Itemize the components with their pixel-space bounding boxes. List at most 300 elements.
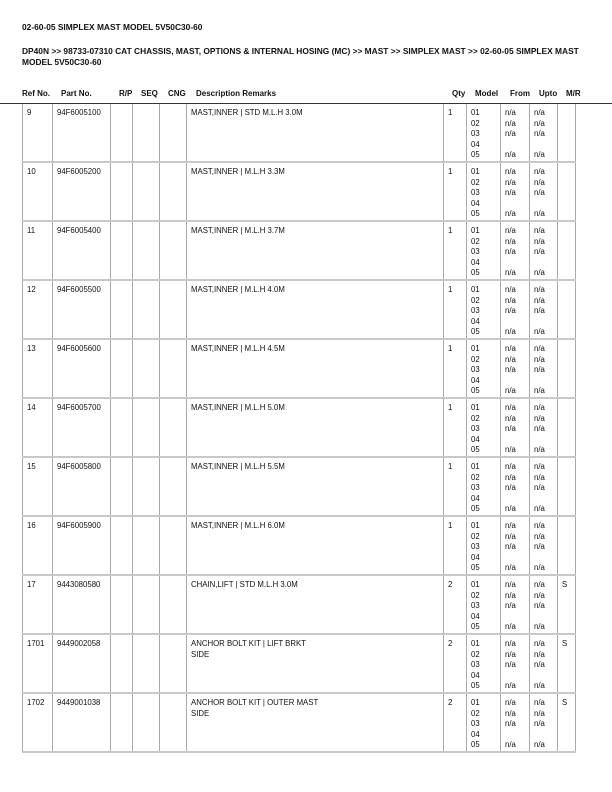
desc-line: MAST,INNER | M.L.H 3.7M — [191, 226, 285, 235]
from-value: n/a — [505, 129, 516, 138]
upto-value: n/a — [534, 580, 545, 589]
cng-cell — [160, 575, 187, 634]
upto-cell — [530, 104, 558, 162]
cng-cell — [160, 693, 187, 752]
from-value: n/a — [505, 580, 516, 589]
rp-cell — [111, 339, 133, 398]
model-value: 04 — [471, 434, 480, 444]
rp-cell — [111, 457, 133, 516]
table-row — [23, 221, 576, 280]
upto-value: n/a — [534, 150, 545, 159]
model-value: 03 — [471, 483, 480, 492]
cng-cell — [160, 104, 187, 162]
col-qty: Qty — [452, 89, 466, 98]
from-value: n/a — [505, 521, 516, 530]
model-value: 05 — [471, 150, 480, 159]
qty-cell: 1 — [444, 221, 467, 280]
model-value: 05 — [471, 209, 480, 218]
upto-value: n/a — [534, 563, 545, 572]
from-cell — [501, 104, 530, 162]
table-row — [23, 693, 576, 752]
upto-value: n/a — [534, 601, 545, 610]
qty-cell: 2 — [444, 634, 467, 693]
model-value: 04 — [471, 139, 480, 149]
ref-cell: 1701 — [23, 634, 53, 693]
rp-cell — [111, 693, 133, 752]
rp-cell — [111, 221, 133, 280]
qty-cell: 2 — [444, 693, 467, 752]
upto-value: n/a — [534, 118, 545, 128]
rp-cell — [111, 398, 133, 457]
from-value: n/a — [505, 247, 516, 256]
from-value: n/a — [505, 649, 516, 659]
from-value: n/a — [505, 622, 516, 631]
upto-value: n/a — [534, 386, 545, 395]
col-ref: Ref No. — [22, 89, 50, 98]
upto-value: n/a — [534, 719, 545, 728]
upto-value — [534, 258, 553, 269]
model-value: 04 — [471, 611, 480, 621]
from-value — [505, 258, 525, 269]
qty-cell: 1 — [444, 104, 467, 162]
desc-line: MAST,INNER | M.L.H 4.0M — [191, 285, 285, 294]
model-value: 02 — [471, 590, 480, 600]
upto-cell — [530, 693, 558, 752]
model-value: 02 — [471, 354, 480, 364]
table-row — [23, 398, 576, 457]
part-cell: 94F6005100 — [53, 104, 111, 162]
from-value: n/a — [505, 660, 516, 669]
part-cell: 94F6005500 — [53, 280, 111, 339]
upto-value: n/a — [534, 354, 545, 364]
ref-cell: 12 — [23, 280, 53, 339]
upto-value — [534, 376, 553, 387]
model-value: 03 — [471, 542, 480, 551]
from-value: n/a — [505, 531, 516, 541]
desc-cell — [187, 457, 444, 516]
upto-value — [534, 140, 553, 151]
from-value: n/a — [505, 354, 516, 364]
seq-cell — [133, 634, 160, 693]
model-value: 02 — [471, 118, 480, 128]
from-value: n/a — [505, 365, 516, 374]
desc-line: ANCHOR BOLT KIT | OUTER MAST — [191, 698, 319, 707]
upto-value: n/a — [534, 247, 545, 256]
model-value: 01 — [471, 403, 480, 412]
col-cng: CNG — [168, 89, 186, 98]
table-row — [23, 575, 576, 634]
upto-value: n/a — [534, 306, 545, 315]
from-value: n/a — [505, 445, 516, 454]
model-value: 03 — [471, 601, 480, 610]
col-upto: Upto — [539, 89, 558, 98]
upto-value: n/a — [534, 108, 545, 117]
model-value: 01 — [471, 639, 480, 648]
desc-cell — [187, 516, 444, 575]
model-value: 01 — [471, 462, 480, 471]
model-value: 04 — [471, 670, 480, 680]
desc-line: SIDE — [191, 708, 210, 718]
breadcrumb: DP40N >> 98733-07310 CAT CHASSIS, MAST, OPTIONS & INTERNAL HOSING (MC) >> MAST >> SIMPLEX MAST >> 02-60-05 SIMPLEX MAST MODEL 5V50C30-60 — [22, 46, 579, 67]
upto-value: n/a — [534, 622, 545, 631]
col-model: Model — [475, 89, 499, 98]
page-title: 02-60-05 SIMPLEX MAST MODEL 5V50C30-60 — [22, 22, 203, 32]
upto-cell — [530, 398, 558, 457]
mr-cell — [558, 339, 576, 398]
rp-cell — [111, 516, 133, 575]
upto-value: n/a — [534, 483, 545, 492]
model-value: 05 — [471, 504, 480, 513]
model-value: 02 — [471, 708, 480, 718]
upto-value — [534, 671, 553, 682]
ref-cell: 14 — [23, 398, 53, 457]
part-cell: 94F6005200 — [53, 162, 111, 221]
from-value: n/a — [505, 740, 516, 749]
cng-cell — [160, 221, 187, 280]
model-value: 02 — [471, 472, 480, 482]
upto-value: n/a — [534, 403, 545, 412]
upto-value — [534, 612, 553, 623]
upto-value: n/a — [534, 209, 545, 218]
from-value: n/a — [505, 209, 516, 218]
model-value: 05 — [471, 445, 480, 454]
cng-cell — [160, 516, 187, 575]
desc-cell — [187, 693, 444, 752]
from-value — [505, 435, 525, 446]
rp-cell — [111, 634, 133, 693]
from-value: n/a — [505, 504, 516, 513]
model-cell — [467, 221, 501, 280]
cng-cell — [160, 398, 187, 457]
model-cell — [467, 634, 501, 693]
rp-cell — [111, 162, 133, 221]
upto-value: n/a — [534, 504, 545, 513]
model-value: 05 — [471, 563, 480, 572]
rp-cell — [111, 575, 133, 634]
seq-cell — [133, 516, 160, 575]
from-value — [505, 317, 525, 328]
upto-value — [534, 553, 553, 564]
from-value: n/a — [505, 424, 516, 433]
upto-value: n/a — [534, 413, 545, 423]
col-seq: SEQ — [141, 89, 158, 98]
from-cell — [501, 693, 530, 752]
table-row — [23, 104, 576, 162]
desc-line: ANCHOR BOLT KIT | LIFT BRKT — [191, 639, 306, 648]
upto-value: n/a — [534, 531, 545, 541]
ref-cell: 17 — [23, 575, 53, 634]
desc-cell — [187, 634, 444, 693]
model-value: 04 — [471, 493, 480, 503]
model-value: 02 — [471, 649, 480, 659]
mr-cell — [558, 162, 576, 221]
from-value — [505, 730, 525, 741]
model-value: 04 — [471, 729, 480, 739]
model-value: 04 — [471, 198, 480, 208]
upto-value: n/a — [534, 295, 545, 305]
upto-cell — [530, 457, 558, 516]
qty-cell: 1 — [444, 457, 467, 516]
upto-value: n/a — [534, 285, 545, 294]
model-value: 05 — [471, 622, 480, 631]
rp-cell — [111, 280, 133, 339]
part-cell: 94F6005400 — [53, 221, 111, 280]
mr-cell — [558, 104, 576, 162]
rp-cell — [111, 104, 133, 162]
mr-cell — [558, 280, 576, 339]
seq-cell — [133, 693, 160, 752]
desc-cell — [187, 221, 444, 280]
from-value — [505, 612, 525, 623]
upto-value: n/a — [534, 445, 545, 454]
desc-cell — [187, 398, 444, 457]
from-value: n/a — [505, 285, 516, 294]
cng-cell — [160, 634, 187, 693]
seq-cell — [133, 221, 160, 280]
from-value: n/a — [505, 719, 516, 728]
upto-value: n/a — [534, 226, 545, 235]
mr-cell — [558, 457, 576, 516]
from-value: n/a — [505, 108, 516, 117]
from-value: n/a — [505, 344, 516, 353]
upto-cell — [530, 634, 558, 693]
ref-cell: 9 — [23, 104, 53, 162]
part-cell: 9443080580 — [53, 575, 111, 634]
from-cell — [501, 398, 530, 457]
model-value: 01 — [471, 698, 480, 707]
model-value: 04 — [471, 316, 480, 326]
model-value: 01 — [471, 108, 480, 117]
desc-line: CHAIN,LIFT | STD M.L.H 3.0M — [191, 580, 298, 589]
part-cell: 94F6005600 — [53, 339, 111, 398]
model-value: 01 — [471, 285, 480, 294]
upto-value: n/a — [534, 590, 545, 600]
from-value: n/a — [505, 167, 516, 176]
from-value: n/a — [505, 413, 516, 423]
upto-value: n/a — [534, 344, 545, 353]
from-value: n/a — [505, 708, 516, 718]
upto-cell — [530, 516, 558, 575]
seq-cell — [133, 280, 160, 339]
from-value: n/a — [505, 236, 516, 246]
part-cell: 94F6005700 — [53, 398, 111, 457]
upto-value: n/a — [534, 236, 545, 246]
ref-cell: 16 — [23, 516, 53, 575]
mr-cell: S — [558, 575, 576, 634]
upto-cell — [530, 280, 558, 339]
model-value: 01 — [471, 344, 480, 353]
from-cell — [501, 280, 530, 339]
model-value: 04 — [471, 257, 480, 267]
upto-cell — [530, 162, 558, 221]
desc-cell — [187, 104, 444, 162]
upto-value: n/a — [534, 462, 545, 471]
model-value: 01 — [471, 226, 480, 235]
from-cell — [501, 457, 530, 516]
seq-cell — [133, 398, 160, 457]
model-cell — [467, 516, 501, 575]
ref-cell: 15 — [23, 457, 53, 516]
cng-cell — [160, 457, 187, 516]
table-row — [23, 280, 576, 339]
model-value: 03 — [471, 424, 480, 433]
upto-value: n/a — [534, 424, 545, 433]
col-rp: R/P — [119, 89, 133, 98]
from-value: n/a — [505, 542, 516, 551]
seq-cell — [133, 457, 160, 516]
model-cell — [467, 457, 501, 516]
upto-value: n/a — [534, 660, 545, 669]
col-desc: Description Remarks — [196, 89, 277, 98]
from-value: n/a — [505, 472, 516, 482]
desc-line: MAST,INNER | M.L.H 4.5M — [191, 344, 285, 353]
model-value: 05 — [471, 681, 480, 690]
from-value: n/a — [505, 188, 516, 197]
model-value: 02 — [471, 531, 480, 541]
model-value: 02 — [471, 295, 480, 305]
upto-value — [534, 317, 553, 328]
desc-line: MAST,INNER | M.L.H 3.3M — [191, 167, 285, 176]
from-value: n/a — [505, 150, 516, 159]
upto-value: n/a — [534, 681, 545, 690]
model-value: 03 — [471, 129, 480, 138]
qty-cell: 1 — [444, 280, 467, 339]
qty-cell: 1 — [444, 516, 467, 575]
col-mr: M/R — [566, 89, 581, 98]
model-value: 05 — [471, 268, 480, 277]
table-header — [0, 88, 612, 104]
model-value: 05 — [471, 327, 480, 336]
desc-line: MAST,INNER | M.L.H 5.5M — [191, 462, 285, 471]
model-value: 03 — [471, 188, 480, 197]
model-value: 03 — [471, 719, 480, 728]
model-cell — [467, 104, 501, 162]
desc-line: MAST,INNER | STD M.L.H 3.0M — [191, 108, 303, 117]
from-value: n/a — [505, 403, 516, 412]
seq-cell — [133, 162, 160, 221]
model-cell — [467, 575, 501, 634]
parts-table — [22, 104, 576, 753]
mr-cell — [558, 516, 576, 575]
upto-value — [534, 199, 553, 210]
qty-cell: 2 — [444, 575, 467, 634]
col-from: From — [510, 89, 530, 98]
part-cell: 94F6005900 — [53, 516, 111, 575]
model-value: 02 — [471, 413, 480, 423]
from-value — [505, 671, 525, 682]
col-part: Part No. — [61, 89, 92, 98]
from-value: n/a — [505, 386, 516, 395]
model-cell — [467, 162, 501, 221]
seq-cell — [133, 339, 160, 398]
upto-value: n/a — [534, 698, 545, 707]
desc-cell — [187, 339, 444, 398]
from-value: n/a — [505, 639, 516, 648]
model-value: 02 — [471, 177, 480, 187]
model-value: 05 — [471, 386, 480, 395]
upto-value: n/a — [534, 472, 545, 482]
model-cell — [467, 339, 501, 398]
table-row — [23, 162, 576, 221]
from-value — [505, 140, 525, 151]
upto-value: n/a — [534, 708, 545, 718]
cng-cell — [160, 339, 187, 398]
from-value: n/a — [505, 698, 516, 707]
upto-value — [534, 494, 553, 505]
model-value: 01 — [471, 167, 480, 176]
qty-cell: 1 — [444, 339, 467, 398]
model-value: 02 — [471, 236, 480, 246]
seq-cell — [133, 575, 160, 634]
upto-value: n/a — [534, 639, 545, 648]
desc-line: SIDE — [191, 649, 210, 659]
from-cell — [501, 516, 530, 575]
cng-cell — [160, 280, 187, 339]
desc-line: MAST,INNER | M.L.H 5.0M — [191, 403, 285, 412]
from-value: n/a — [505, 590, 516, 600]
desc-cell — [187, 280, 444, 339]
model-value: 03 — [471, 660, 480, 669]
model-value: 04 — [471, 552, 480, 562]
from-value — [505, 199, 525, 210]
table-row — [23, 516, 576, 575]
ref-cell: 1702 — [23, 693, 53, 752]
model-cell — [467, 693, 501, 752]
model-value: 03 — [471, 247, 480, 256]
from-value: n/a — [505, 306, 516, 315]
from-cell — [501, 575, 530, 634]
desc-cell — [187, 575, 444, 634]
upto-value: n/a — [534, 268, 545, 277]
from-value: n/a — [505, 601, 516, 610]
from-value — [505, 376, 525, 387]
upto-value — [534, 730, 553, 741]
model-value: 04 — [471, 375, 480, 385]
from-cell — [501, 162, 530, 221]
table-row — [23, 634, 576, 693]
cng-cell — [160, 162, 187, 221]
model-cell — [467, 398, 501, 457]
from-value — [505, 494, 525, 505]
upto-cell — [530, 575, 558, 634]
model-value: 01 — [471, 521, 480, 530]
desc-cell — [187, 162, 444, 221]
qty-cell: 1 — [444, 162, 467, 221]
ref-cell: 10 — [23, 162, 53, 221]
from-value: n/a — [505, 327, 516, 336]
from-value: n/a — [505, 177, 516, 187]
upto-value: n/a — [534, 740, 545, 749]
table-row — [23, 339, 576, 398]
table-row — [23, 457, 576, 516]
model-cell — [467, 280, 501, 339]
upto-value: n/a — [534, 542, 545, 551]
from-value: n/a — [505, 462, 516, 471]
upto-value — [534, 435, 553, 446]
upto-cell — [530, 221, 558, 280]
upto-value: n/a — [534, 167, 545, 176]
mr-cell — [558, 221, 576, 280]
from-cell — [501, 221, 530, 280]
from-value: n/a — [505, 563, 516, 572]
from-value: n/a — [505, 483, 516, 492]
from-value: n/a — [505, 295, 516, 305]
upto-value: n/a — [534, 177, 545, 187]
ref-cell: 13 — [23, 339, 53, 398]
from-value: n/a — [505, 226, 516, 235]
upto-value: n/a — [534, 327, 545, 336]
from-value: n/a — [505, 268, 516, 277]
